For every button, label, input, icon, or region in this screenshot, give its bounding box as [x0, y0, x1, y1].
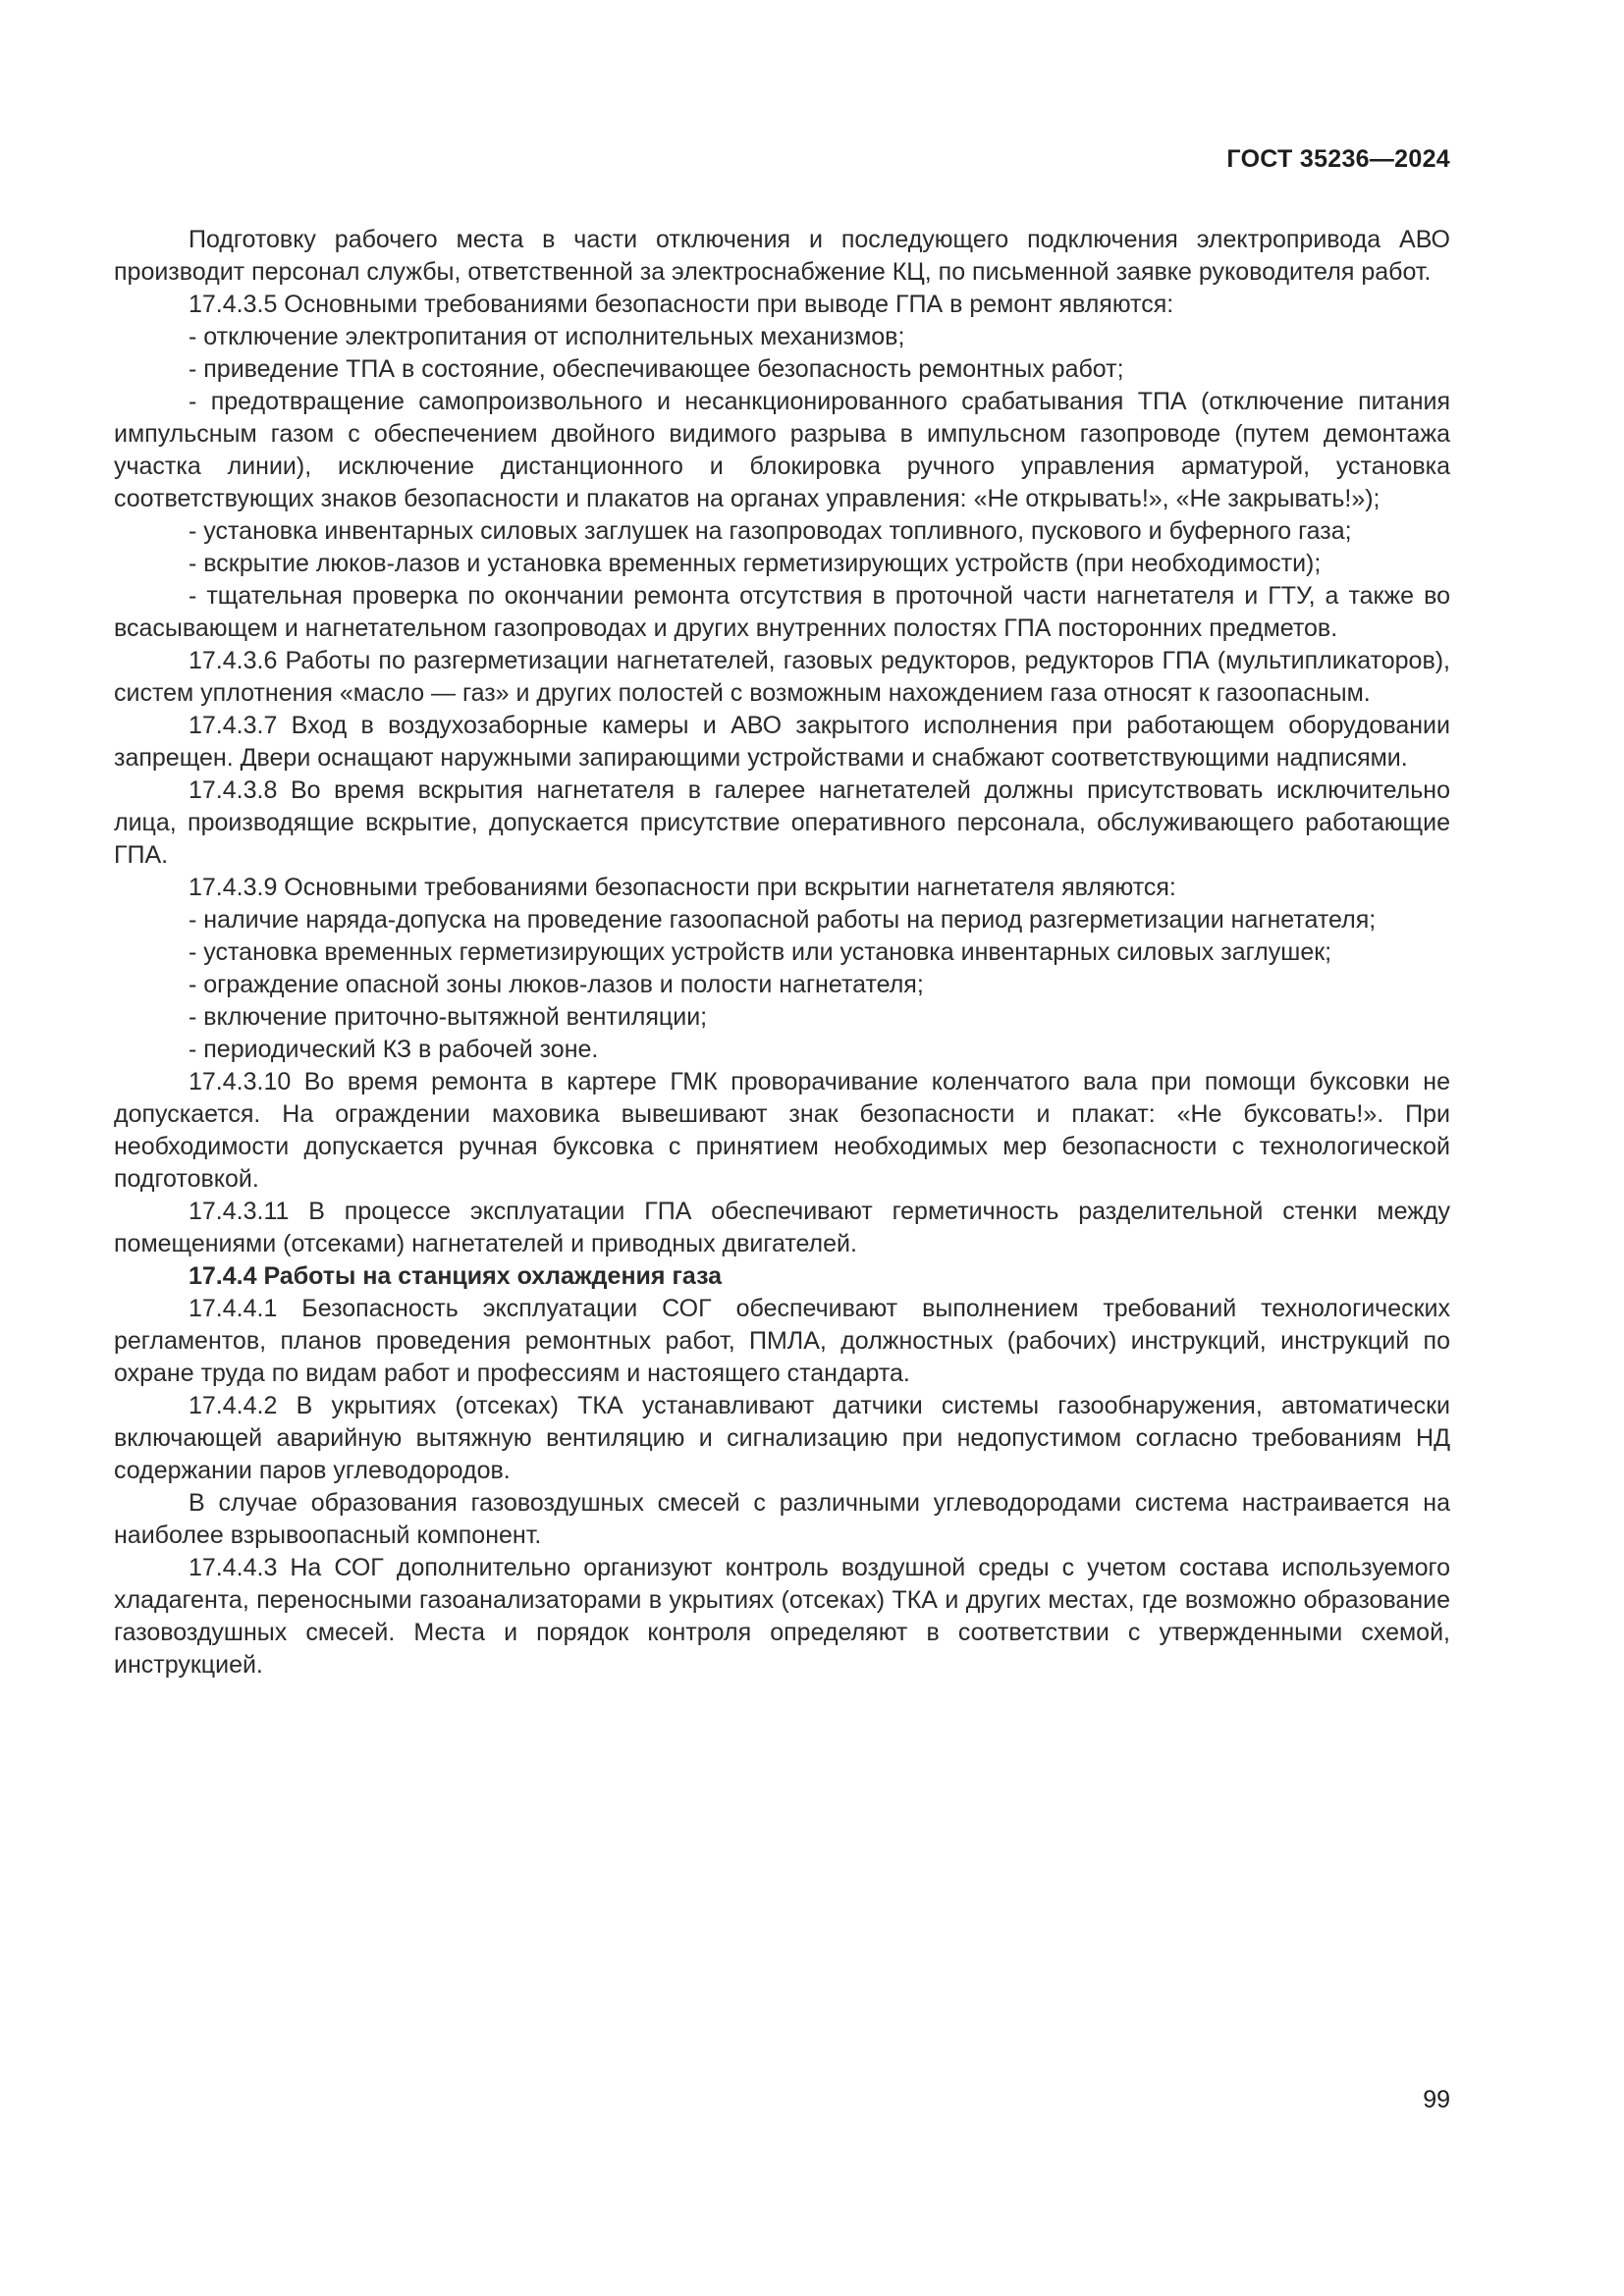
paragraph: - периодический КЗ в рабочей зоне.: [189, 1036, 599, 1063]
paragraph: - установка временных герметизирующих устройств или установка инвентарных силовых заглушек;: [189, 938, 1332, 966]
paragraph: В случае образования газовоздушных смесей с различными углеводородами система настраивается на наиболее взрывоопасный компонент.: [114, 1489, 1450, 1549]
paragraph: - приведение ТПА в состояние, обеспечивающее безопасность ремонтных работ;: [189, 355, 1124, 383]
paragraph: - отключение электропитания от исполнительных механизмов;: [189, 323, 905, 350]
paragraph: 17.4.3.8 Во время вскрытия нагнетателя в галерее нагнетателей должны присутствовать исключительно лица, производящие вскрытие, допускается присутствие оперативного персонала, обслуживающего работающие ГПА.: [114, 776, 1450, 869]
paragraph: - включение приточно-вытяжной вентиляции;: [189, 1003, 708, 1031]
paragraph: - ограждение опасной зоны люков-лазов и полости нагнетателя;: [189, 971, 924, 998]
paragraph: 17.4.3.5 Основными требованиями безопасности при выводе ГПА в ремонт являются:: [189, 291, 1174, 318]
paragraph: 17.4.3.7 Вход в воздухозаборные камеры и АВО закрытого исполнения при работающем оборудовании запрещен. Двери оснащают наружными запирающими устройствами и снабжают соответствующими надписями.: [114, 712, 1450, 772]
paragraph: 17.4.3.9 Основными требованиями безопасности при вскрытии нагнетателя являются:: [189, 874, 1176, 901]
paragraph: 17.4.3.6 Работы по разгерметизации нагнетателей, газовых редукторов, редукторов ГПА (мультипликаторов), систем уплотнения «масло — газ» и других полостей с возможным нахождением газа относят к газоопасным.: [114, 647, 1450, 707]
paragraph: - наличие наряда-допуска на проведение газоопасной работы на период разгерметизации нагнетателя;: [189, 906, 1377, 934]
section-heading: 17.4.4 Работы на станциях охлаждения газа: [189, 1262, 723, 1290]
paragraph: - установка инвентарных силовых заглушек на газопроводах топливного, пускового и буферного газа;: [189, 517, 1352, 545]
document-body: [114, 224, 1450, 1682]
paragraph: - предотвращение самопроизвольного и несанкционированного срабатывания ТПА (отключение питания импульсным газом с обеспечением двойного видимого разрыва в импульсном газопроводе (путем демонтажа участка линии), исключение дистанционного и блокировка ручного управления арматурой, установка соответствующих знаков безопасности и плакатов на органах управления: «Не открывать!», «Не закрывать!»);: [114, 388, 1450, 512]
paragraph: 17.4.3.10 Во время ремонта в картере ГМК проворачивание коленчатого вала при помощи буксовки не допускается. На ограждении маховика вывешивают знак безопасности и плакат: «Не буксовать!». При необходимости допускается ручная буксовка с принятием необходимых мер безопасности с технологической подготовкой.: [114, 1068, 1450, 1193]
paragraph: 17.4.4.2 В укрытиях (отсеках) ТКА устанавливают датчики системы газообнаружения, автоматически включающей аварийную вытяжную вентиляцию и сигнализацию при недопустимом согласно требованиям НД содержании паров углеводородов.: [114, 1392, 1450, 1484]
page-number: 99: [1423, 2086, 1450, 2113]
paragraph: Подготовку рабочего места в части отключения и последующего подключения электропривода АВО производит персонал службы, ответственной за электроснабжение КЦ, по письменной заявке руководителя работ.: [114, 226, 1450, 286]
paragraph: - тщательная проверка по окончании ремонта отсутствия в проточной части нагнетателя и ГТУ, а также во всасывающем и нагнетательном газопроводах и других внутренних полостях ГПА посторонних предметов.: [114, 582, 1450, 642]
document-id-header: ГОСТ 35236—2024: [1226, 145, 1450, 173]
paragraph: 17.4.4.1 Безопасность эксплуатации СОГ обеспечивают выполнением требований технологических регламентов, планов проведения ремонтных работ, ПМЛА, должностных (рабочих) инструкций, инструкций по охране труда по видам работ и профессиям и настоящего стандарта.: [114, 1295, 1450, 1387]
paragraph: - вскрытие люков-лазов и установка временных герметизирующих устройств (при необходимости);: [189, 550, 1322, 577]
paragraph: 17.4.4.3 На СОГ дополнительно организуют контроль воздушной среды с учетом состава используемого хладагента, переносными газоанализаторами в укрытиях (отсеках) ТКА и других местах, где возможно образование газовоздушных смесей. Места и порядок контроля определяют в соответствии с утвержденными схемой, инструкцией.: [114, 1554, 1450, 1679]
paragraph: 17.4.3.11 В процессе эксплуатации ГПА обеспечивают герметичность разделительной стенки между помещениями (отсеками) нагнетателей и приводных двигателей.: [114, 1198, 1450, 1257]
